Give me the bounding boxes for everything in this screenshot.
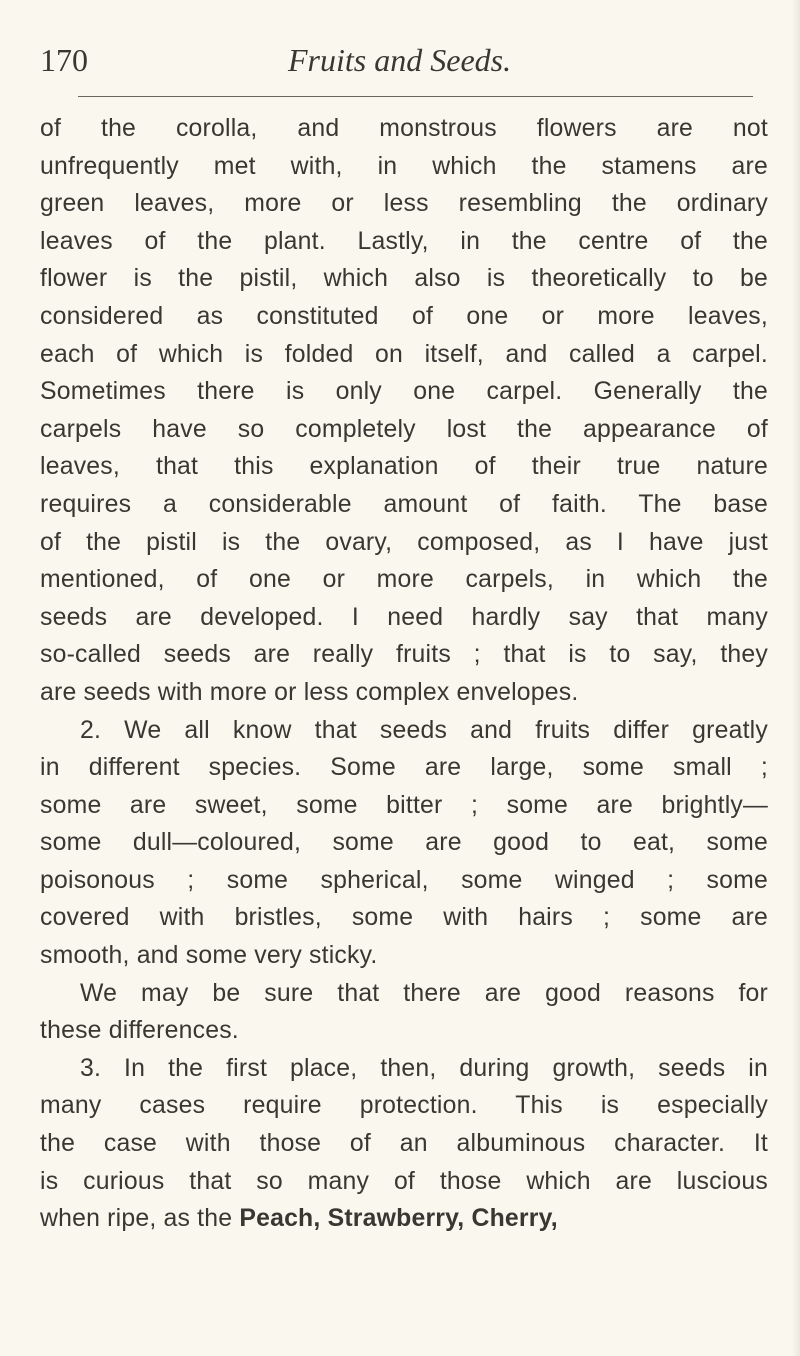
running-title: Fruits and Seeds. — [288, 42, 512, 78]
text-line: unfrequently met with, in which the stamens are — [40, 152, 768, 180]
text-line — [40, 1200, 768, 1238]
text-line: covered with bristles, some with hairs ; some are — [40, 904, 768, 932]
text-line: the case with those of an albuminous character. It — [40, 1130, 768, 1158]
text-line: flower is the pistil, which also is theoretically to be — [40, 265, 768, 293]
page-edge — [792, 0, 800, 1356]
text-line: mentioned, of one or more carpels, in which the — [40, 566, 768, 594]
text-line: carpels have so completely lost the appearance of — [40, 415, 768, 443]
text-line: requires a considerable amount of faith. The base — [40, 490, 768, 518]
text-line: some are sweet, some bitter ; some are brightly— — [40, 791, 768, 819]
text-line: some dull—coloured, some are good to eat, some — [40, 829, 768, 857]
text-line: of the pistil is the ovary, composed, as I have just — [40, 528, 768, 556]
text-line: seeds are developed. I need hardly say that many — [40, 603, 768, 631]
text-line: leaves of the plant. Lastly, in the centre of the — [40, 227, 768, 255]
text-line: poisonous ; some spherical, some winged ; some — [40, 866, 768, 894]
page-number: 170 — [40, 42, 88, 78]
text-line: considered as constituted of one or more leaves, — [40, 302, 768, 330]
text-line: are seeds with more or less complex envelopes. — [40, 678, 579, 706]
text-line: these differences. — [40, 1017, 239, 1045]
text-line: We may be sure that there are good reasons for — [80, 979, 768, 1007]
text-line: many cases require protection. This is especially — [40, 1092, 768, 1120]
text-line: 3. In the first place, then, during growth, seeds in — [80, 1054, 768, 1082]
text-line: of the corolla, and monstrous flowers are not — [40, 115, 768, 142]
text-line: so-called seeds are really fruits ; that is to say, they — [40, 641, 768, 669]
text-line: 2. We all know that seeds and fruits differ greatly — [80, 716, 768, 744]
text-line: each of which is folded on itself, and called a carpel. — [40, 340, 768, 368]
page-header — [40, 40, 760, 90]
text-line: Sometimes there is only one carpel. Generally the — [40, 378, 768, 406]
text-line: smooth, and some very sticky. — [40, 942, 378, 970]
text-line: is curious that so many of those which are luscious — [40, 1167, 768, 1195]
text-line-lead: when ripe, as the — [40, 1205, 240, 1233]
fruit-names: Peach, Strawberry, Cherry, — [239, 1205, 558, 1233]
text-line: in different species. Some are large, some small ; — [40, 754, 768, 782]
body-text — [40, 110, 768, 1238]
header-rule — [78, 96, 753, 97]
text-line: green leaves, more or less resembling the ordinary — [40, 190, 768, 218]
text-line: leaves, that this explanation of their true nature — [40, 453, 768, 481]
